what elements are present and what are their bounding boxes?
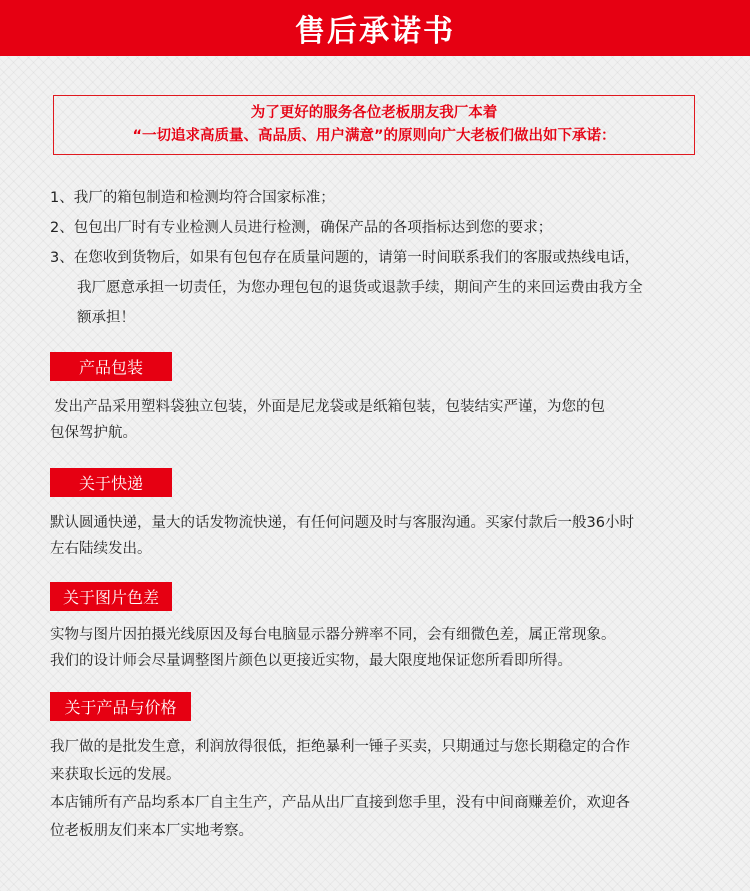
- body-line: 我们的设计师会尽量调整图片颜色以更接近实物，最大限度地保证您所看即所得。: [50, 653, 572, 669]
- promise-item-3: [50, 243, 710, 333]
- body-line: 默认圆通快递，量大的话发物流快递，有任何问题及时与客服沟通。买家付款后一般36小时: [50, 515, 634, 531]
- body-line: 包保驾护航。: [50, 425, 137, 441]
- promise-text-continued: 额承担！: [77, 310, 135, 326]
- section-tag-delivery: [50, 468, 172, 497]
- section-title: 关于产品与价格: [64, 698, 177, 717]
- promise-number: 1、: [50, 190, 74, 206]
- body-line: 实物与图片因拍摄光线原因及每台电脑显示器分辨率不同，会有细微色差，属正常现象。: [50, 627, 616, 643]
- section-tag-product-price: [50, 692, 191, 721]
- promise-number: 2、: [50, 220, 74, 236]
- body-line: 位老板朋友们来本厂实地考察。: [50, 823, 253, 839]
- promise-text: 在您收到货物后，如果有包包存在质量问题的，请第一时间联系我们的客服或热线电话，: [73, 250, 640, 266]
- body-line: 我厂做的是批发生意，利润放得很低，拒绝暴利一锤子买卖，只期通过与您长期稳定的合作: [50, 739, 630, 755]
- section-body-color-difference: [50, 622, 705, 674]
- header-banner: [0, 0, 750, 56]
- promise-text-continued: 我厂愿意承担一切责任，为您办理包包的退货或退款手续，期间产生的来回运费由我方全: [77, 280, 643, 296]
- promise-text: 我厂的箱包制造和检测均符合国家标准；: [73, 190, 335, 206]
- section-tag-packaging: [50, 352, 172, 381]
- intro-box: [53, 95, 695, 155]
- section-body-product-price: [50, 733, 705, 845]
- promise-item-2: [50, 213, 710, 243]
- body-line: 左右陆续发出。: [50, 541, 152, 557]
- section-title: 关于快递: [78, 474, 143, 493]
- intro-line-1: 为了更好的服务各位老板朋友我厂本着: [250, 105, 498, 121]
- section-body-packaging: [50, 394, 709, 446]
- section-title: 产品包装: [78, 358, 143, 377]
- body-line: 来获取长远的发展。: [50, 767, 181, 783]
- promise-number: 3、: [50, 250, 74, 266]
- promise-list: [50, 183, 710, 333]
- body-line: 发出产品采用塑料袋独立包装，外面是尼龙袋或是纸箱包装，包装结实严谨，为您的包: [54, 399, 605, 415]
- page-title: 售后承诺书: [295, 14, 455, 49]
- promise-text: 包包出厂时有专业检测人员进行检测，确保产品的各项指标达到您的要求；: [73, 220, 553, 236]
- section-body-delivery: [50, 510, 705, 562]
- section-tag-color-difference: [50, 582, 172, 611]
- promise-item-1: [50, 183, 710, 213]
- section-title: 关于图片色差: [62, 588, 159, 607]
- intro-line-2: “一切追求高质量、高品质、用户满意”的原则向广大老板们做出如下承诺：: [132, 128, 616, 144]
- body-line: 本店铺所有产品均系本厂自主生产，产品从出厂直接到您手里，没有中间商赚差价，欢迎各: [50, 795, 630, 811]
